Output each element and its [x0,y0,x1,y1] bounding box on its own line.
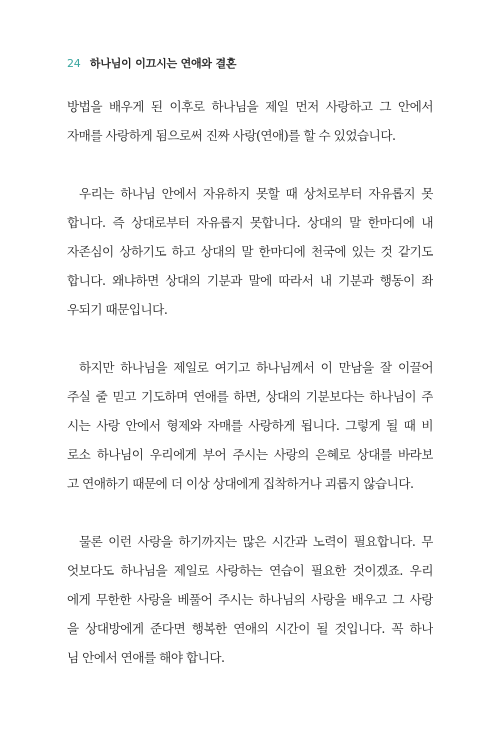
text-line: 을 상대방에게 준다면 행복한 연애의 시간이 될 것입니다. 꼭 하나 [67,621,433,636]
book-title: 하나님이 이끄시는 연애와 결혼 [89,57,237,70]
body-text [67,92,433,701]
page-number: 24 [67,57,81,70]
paragraph-1 [67,92,433,150]
text-line: 우되기 때문입니다. [67,302,168,317]
text-line: 로소 하나님이 우리에게 부어 주시는 사랑의 은혜로 상대를 바라보 [67,447,433,462]
text-line: 엇보다도 하나님을 제일로 사랑하는 연습이 필요한 것이겠죠. 우리 [67,563,433,578]
text-line: 시는 사랑 안에서 형제와 자매를 사랑하게 됩니다. 그렇게 될 때 비 [67,418,433,433]
running-header [67,55,236,71]
text-line: 주실 줄 믿고 기도하며 연애를 하면, 상대의 기분보다는 하나님이 주 [67,389,433,404]
paragraph-2 [67,179,433,324]
text-line: 합니다. 왜냐하면 상대의 기분과 말에 따라서 내 기분과 행동이 좌 [67,273,433,288]
text-line: 방법을 배우게 된 이후로 하나님을 제일 먼저 사랑하고 그 안에서 [67,99,433,114]
paragraph-3 [67,353,433,498]
text-line: 물론 이런 사랑을 하기까지는 많은 시간과 노력이 필요합니다. 무 [79,534,433,549]
text-line: 우리는 하나님 안에서 자유하지 못할 때 상처로부터 자유롭지 못 [79,186,433,201]
text-line: 에게 무한한 사랑을 베풀어 주시는 하나님의 사랑을 배우고 그 사랑 [67,592,433,607]
text-line: 자존심이 상하기도 하고 상대의 말 한마디에 천국에 있는 것 같기도 [67,244,433,259]
text-line: 하지만 하나님을 제일로 여기고 하나님께서 이 만남을 잘 이끌어 [79,360,433,375]
text-line: 자매를 사랑하게 됨으로써 진짜 사랑(연애)를 할 수 있었습니다. [67,128,396,143]
text-line: 고 연애하기 때문에 더 이상 상대에게 집착하거나 괴롭지 않습니다. [67,476,414,491]
paragraph-4 [67,527,433,672]
text-line: 합니다. 즉 상대로부터 자유롭지 못합니다. 상대의 말 한마디에 내 [67,215,433,230]
text-line: 님 안에서 연애를 해야 합니다. [67,650,225,665]
